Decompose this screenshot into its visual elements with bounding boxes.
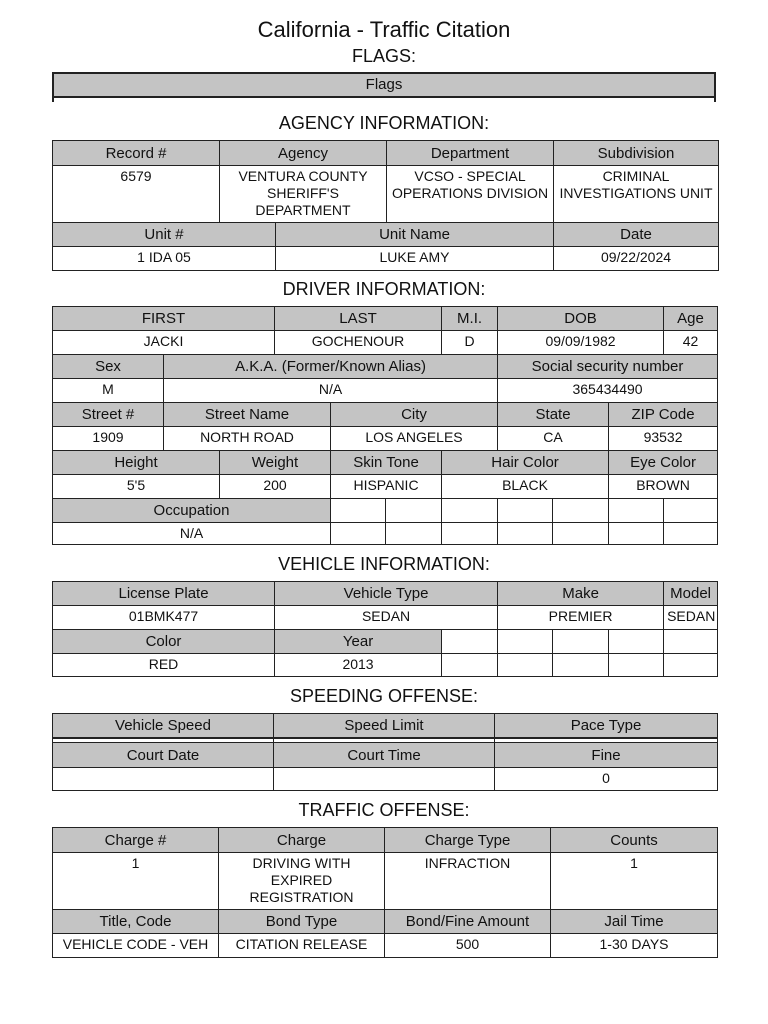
vehicle-empty-cell xyxy=(442,654,498,677)
agency-header-agency: Agency xyxy=(220,141,387,166)
driver-eye-color-value: BROWN xyxy=(609,475,718,499)
driver-street-name-value: NORTH ROAD xyxy=(164,427,331,451)
vehicle-empty-cell xyxy=(609,630,664,654)
vehicle-empty-cell xyxy=(553,654,609,677)
traffic-charge-num-value: 1 xyxy=(53,853,219,910)
driver-street-num-value: 1909 xyxy=(53,427,164,451)
traffic-header-jail-time: Jail Time xyxy=(551,910,718,934)
agency-record-value: 6579 xyxy=(53,166,220,223)
driver-header-height: Height xyxy=(53,451,220,475)
speeding-header-fine: Fine xyxy=(495,743,718,768)
driver-empty-cell xyxy=(386,523,442,545)
driver-header-city: City xyxy=(331,403,498,427)
agency-unit-value: 1 IDA 05 xyxy=(53,247,276,271)
vehicle-table xyxy=(52,581,718,677)
driver-sex-value: M xyxy=(53,379,164,403)
driver-header-last: LAST xyxy=(275,307,442,331)
driver-empty-cell xyxy=(609,523,664,545)
driver-empty-cell xyxy=(498,499,553,523)
vehicle-year-value: 2013 xyxy=(275,654,442,677)
vehicle-make-value: PREMIER xyxy=(498,606,664,630)
traffic-header-charge: Charge xyxy=(219,828,385,853)
driver-hair-color-value: BLACK xyxy=(442,475,609,499)
driver-zip-value: 93532 xyxy=(609,427,718,451)
driver-last-value: GOCHENOUR xyxy=(275,331,442,355)
flags-strip xyxy=(54,98,714,102)
speeding-header-vehicle-speed: Vehicle Speed xyxy=(53,714,274,738)
driver-header-aka: A.K.A. (Former/Known Alias) xyxy=(164,355,498,379)
speeding-fine-value: 0 xyxy=(495,768,718,791)
speeding-header-speed-limit: Speed Limit xyxy=(274,714,495,738)
agency-header-subdivision: Subdivision xyxy=(554,141,719,166)
driver-empty-cell xyxy=(553,523,609,545)
speeding-court-date-value xyxy=(53,768,274,791)
driver-header-eye-color: Eye Color xyxy=(609,451,718,475)
driver-empty-cell xyxy=(331,499,386,523)
traffic-bond-type-value: CITATION RELEASE xyxy=(219,934,385,958)
driver-empty-cell xyxy=(442,523,498,545)
traffic-title-code-value: VEHICLE CODE - VEH xyxy=(53,934,219,958)
agency-heading: AGENCY INFORMATION: xyxy=(278,113,490,133)
traffic-charge-value: DRIVING WITH EXPIRED REGISTRATION xyxy=(219,853,385,910)
flags-label: Flags xyxy=(54,74,714,98)
driver-city-value: LOS ANGELES xyxy=(331,427,498,451)
driver-empty-cell xyxy=(498,523,553,545)
agency-agency-value: VENTURA COUNTY SHERIFF'S DEPARTMENT xyxy=(220,166,387,223)
driver-aka-value: N/A xyxy=(164,379,498,403)
driver-empty-cell xyxy=(553,499,609,523)
driver-empty-cell xyxy=(664,499,718,523)
vehicle-header-color: Color xyxy=(53,630,275,654)
vehicle-color-value: RED xyxy=(53,654,275,677)
driver-skin-tone-value: HISPANIC xyxy=(331,475,442,499)
vehicle-empty-cell xyxy=(664,630,718,654)
traffic-header-bond-amount: Bond/Fine Amount xyxy=(385,910,551,934)
traffic-charge-type-value: INFRACTION xyxy=(385,853,551,910)
agency-header-date: Date xyxy=(554,223,719,247)
driver-header-age: Age xyxy=(664,307,718,331)
driver-state-value: CA xyxy=(498,427,609,451)
driver-height-value: 5'5 xyxy=(53,475,220,499)
traffic-table xyxy=(52,827,718,958)
traffic-counts-value: 1 xyxy=(551,853,718,910)
driver-empty-cell xyxy=(442,499,498,523)
agency-header-unit-name: Unit Name xyxy=(276,223,554,247)
driver-dob-value: 09/09/1982 xyxy=(498,331,664,355)
driver-header-mi: M.I. xyxy=(442,307,498,331)
flags-bar xyxy=(52,72,716,102)
driver-occupation-value: N/A xyxy=(53,523,331,545)
driver-header-state: State xyxy=(498,403,609,427)
traffic-bond-amount-value: 500 xyxy=(385,934,551,958)
vehicle-empty-cell xyxy=(664,654,718,677)
driver-header-dob: DOB xyxy=(498,307,664,331)
vehicle-header-model: Model xyxy=(664,582,718,606)
driver-header-first: FIRST xyxy=(53,307,275,331)
agency-subdivision-value: CRIMINAL INVESTIGATIONS UNIT xyxy=(554,166,719,223)
driver-header-skin-tone: Skin Tone xyxy=(331,451,442,475)
driver-ssn-value: 365434490 xyxy=(498,379,718,403)
traffic-jail-time-value: 1-30 DAYS xyxy=(551,934,718,958)
driver-header-street-name: Street Name xyxy=(164,403,331,427)
vehicle-heading: VEHICLE INFORMATION: xyxy=(278,554,490,574)
driver-empty-cell xyxy=(609,499,664,523)
driver-header-occupation: Occupation xyxy=(53,499,331,523)
traffic-header-charge-type: Charge Type xyxy=(385,828,551,853)
vehicle-empty-cell xyxy=(498,654,553,677)
driver-mi-value: D xyxy=(442,331,498,355)
vehicle-empty-cell xyxy=(609,654,664,677)
driver-heading: DRIVER INFORMATION: xyxy=(282,279,486,299)
vehicle-header-year: Year xyxy=(275,630,442,654)
speeding-header-court-time: Court Time xyxy=(274,743,495,768)
driver-table xyxy=(52,306,718,545)
agency-department-value: VCSO - SPECIAL OPERATIONS DIVISION xyxy=(387,166,554,223)
vehicle-type-value: SEDAN xyxy=(275,606,498,630)
driver-header-ssn: Social security number xyxy=(498,355,718,379)
vehicle-header-make: Make xyxy=(498,582,664,606)
driver-header-hair-color: Hair Color xyxy=(442,451,609,475)
speeding-heading: SPEEDING OFFENSE: xyxy=(289,686,479,706)
agency-header-unit: Unit # xyxy=(53,223,276,247)
vehicle-plate-value: 01BMK477 xyxy=(53,606,275,630)
speeding-court-time-value xyxy=(274,768,495,791)
traffic-header-charge-num: Charge # xyxy=(53,828,219,853)
agency-unit-name-value: LUKE AMY xyxy=(276,247,554,271)
driver-age-value: 42 xyxy=(664,331,718,355)
agency-date-value: 09/22/2024 xyxy=(554,247,719,271)
speeding-header-pace-type: Pace Type xyxy=(495,714,718,738)
traffic-header-counts: Counts xyxy=(551,828,718,853)
vehicle-empty-cell xyxy=(498,630,553,654)
vehicle-header-type: Vehicle Type xyxy=(275,582,498,606)
driver-empty-cell xyxy=(386,499,442,523)
vehicle-model-value: SEDAN xyxy=(664,606,718,630)
traffic-header-title-code: Title, Code xyxy=(53,910,219,934)
driver-empty-cell xyxy=(664,523,718,545)
page-title: California - Traffic Citation xyxy=(257,17,511,42)
flags-heading: FLAGS: xyxy=(351,46,417,66)
vehicle-header-plate: License Plate xyxy=(53,582,275,606)
driver-weight-value: 200 xyxy=(220,475,331,499)
agency-header-department: Department xyxy=(387,141,554,166)
vehicle-empty-cell xyxy=(442,630,498,654)
driver-first-value: JACKI xyxy=(53,331,275,355)
driver-empty-cell xyxy=(331,523,386,545)
traffic-heading: TRAFFIC OFFENSE: xyxy=(298,800,470,820)
driver-header-weight: Weight xyxy=(220,451,331,475)
speeding-table xyxy=(52,713,718,791)
driver-header-sex: Sex xyxy=(53,355,164,379)
speeding-header-court-date: Court Date xyxy=(53,743,274,768)
driver-header-zip: ZIP Code xyxy=(609,403,718,427)
agency-header-record: Record # xyxy=(53,141,220,166)
traffic-header-bond-type: Bond Type xyxy=(219,910,385,934)
agency-table xyxy=(52,140,719,271)
driver-header-street-num: Street # xyxy=(53,403,164,427)
vehicle-empty-cell xyxy=(553,630,609,654)
